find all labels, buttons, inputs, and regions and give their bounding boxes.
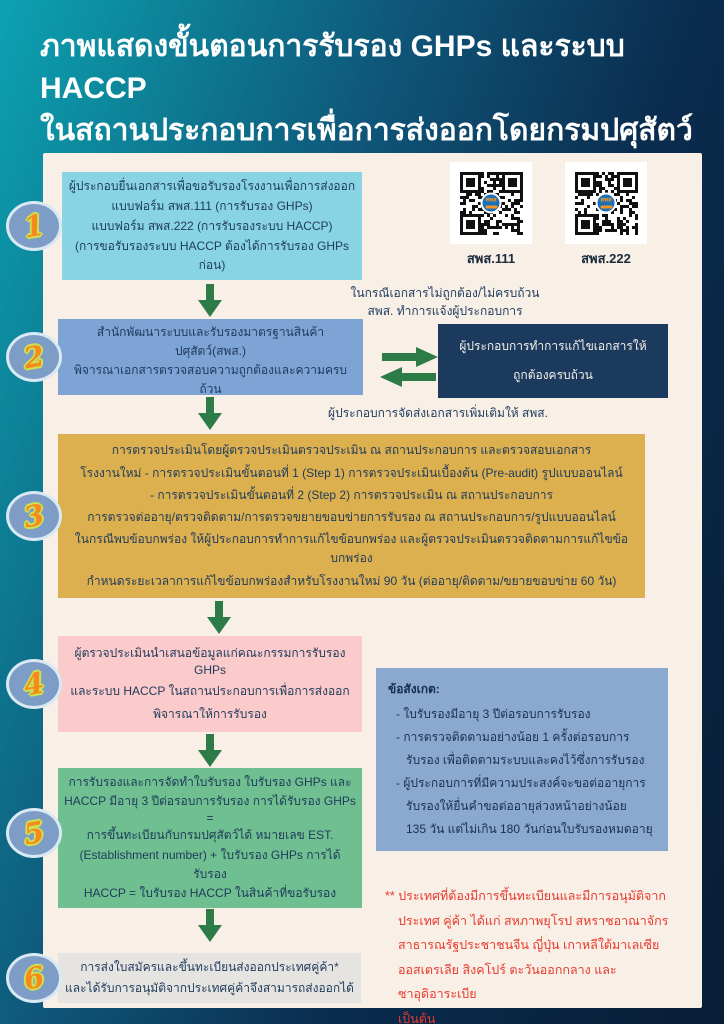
footnote-line: ประเทศ คู่ค้า ได้แก่ สหภาพยุโรป สหราชอาณาจักร <box>398 913 669 928</box>
step-badge-number: 1 <box>21 207 47 245</box>
step1-line: แบบฟอร์ม สพส.111 (การรับรอง GHPs) <box>111 199 313 213</box>
page-title-line1: ภาพแสดงขั้นตอนการรับรอง GHPs และระบบ HACCP <box>40 30 625 105</box>
step-badge-5 <box>6 808 62 858</box>
footnote-line: เป็นต้น <box>398 1011 436 1024</box>
step5-line: การขึ้นทะเบียนกับกรมปศุสัตว์ได้ หมายเลข EST. <box>86 827 334 842</box>
qr-logo-band <box>485 206 497 209</box>
page-title <box>40 26 700 152</box>
qr-code-222 <box>565 162 647 244</box>
step3-line: - การตรวจประเมินขั้นตอนที่ 2 (Step 2) การตรวจประเมิน ณ สถานประกอบการ <box>150 487 553 502</box>
step-badge-number: 6 <box>21 959 47 997</box>
step-badge-number: 2 <box>21 338 47 376</box>
step2-line: พิจารณาเอกสารตรวจสอบความถูกต้องและความครบถ้วน <box>73 363 348 396</box>
step5-line: การรับรองและการจัดทำใบรับรอง ใบรับรอง GHPs และ <box>68 774 352 789</box>
step2-box <box>58 319 363 395</box>
step2-line: สำนักพัฒนาระบบและรับรองมาตรฐานสินค้าปศุสัตว์(สพส.) <box>96 325 325 358</box>
step3-line: โรงงานใหม่ - การตรวจประเมินขั้นตอนที่ 1 (Step 1) การตรวจประเมินเบื้องต้น (Pre-audit) รูปแบบออนไลน์ <box>80 465 623 480</box>
footnote-line: ออสเตรเลีย สิงคโปร์ ตะวันออกกลาง และ ซาอุดิอาระเบีย <box>398 962 617 1001</box>
step6-line: และได้รับการอนุมัติจากประเทศคู่ค้าจึงสามารถส่งออกได้ <box>65 980 354 995</box>
step5-line: HACCP มีอายุ 3 ปีต่อรอบการรับรอง การได้รับรอง GHPs = <box>64 794 356 826</box>
step4-line: พิจารณาให้การรับรอง <box>153 706 267 721</box>
page-title-line2: ในสถานประกอบการเพื่อการส่งออกโดยกรมปศุสัตว์ <box>40 114 693 147</box>
step3-line: ในกรณีพบข้อบกพร่อง ให้ผู้ประกอบการทำการแก้ไขข้อบกพร่อง และผู้ตรวจประเมินตรวจติดตามการแก้ไขข้อบกพร่อง <box>74 532 629 566</box>
down-arrow-icon <box>196 284 224 317</box>
observation-line: รับรอง เพื่อติดตามระบบและคงไว้ซึ่งการรับรอง <box>406 753 645 767</box>
down-arrow-icon <box>205 601 233 634</box>
fix-documents-box <box>438 324 668 398</box>
footnote-line: ** ประเทศที่ต้องมีการขึ้นทะเบียนและมีการอนุมัติจาก <box>385 889 666 903</box>
step-badge-3 <box>6 491 62 541</box>
step-badge-number: 4 <box>21 665 47 703</box>
qr-logo-band <box>600 206 612 209</box>
step5-line: HACCP = ใบรับรอง HACCP ในสินค้าที่ขอรับรอง <box>83 886 337 901</box>
step3-line: การตรวจต่ออายุ/ตรวจติดตาม/การตรวจขยายขอบข่ายการรับรอง ณ สถานประกอบการ/รูปแบบออนไลน์ <box>87 510 616 525</box>
step4-box <box>58 636 362 732</box>
down-arrow-icon <box>196 734 224 767</box>
qr-logo-text: สพส <box>600 197 612 204</box>
step1-box <box>62 172 362 280</box>
step6-box <box>58 953 361 1003</box>
step3-line: การตรวจประเมินโดยผู้ตรวจประเมินตรวจประเมิน ณ สถานประกอบการ และตรวจสอบเอกสาร <box>111 443 592 458</box>
step1-line: แบบฟอร์ม สพส.222 (การรับรองระบบ HACCP) <box>91 219 333 233</box>
footnote-line: สาธารณรัฐประชาชนจีน ญี่ปุ่น เกาหลีใต้มาเลเซีย <box>398 938 660 952</box>
step-badge-number: 3 <box>21 497 47 535</box>
step-badge-number: 5 <box>21 814 47 852</box>
step3-box <box>58 434 645 598</box>
step4-line: และระบบ HACCP ในสถานประกอบการเพื่อการส่งออก <box>70 683 350 698</box>
additional-docs-note: ผู้ประกอบการจัดส่งเอกสารเพิ่มเติมให้ สพส. <box>328 406 548 420</box>
qr-block-222 <box>565 162 647 269</box>
step-badge-4 <box>6 659 62 709</box>
doc-incorrect-note-line: ในกรณีเอกสารไม่ถูกต้อง/ไม่ครบถ้วน <box>350 286 540 300</box>
step5-box <box>58 768 362 908</box>
qr-label-222: สพส.222 <box>581 251 631 266</box>
doc-incorrect-note <box>290 284 600 320</box>
trading-partner-footnote <box>385 884 690 1024</box>
down-arrow-icon <box>196 397 224 430</box>
doc-incorrect-note-line: สพส. ทำการแจ้งผู้ประกอบการ <box>367 304 523 318</box>
qr-code-111 <box>450 162 532 244</box>
step3-line: กำหนดระยะเวลาการแก้ไขข้อบกพร่องสำหรับโรงงานใหม่ 90 วัน (ต่ออายุ/ติดตาม/ขยายขอบข่าย 60 วัน) <box>86 573 617 588</box>
qr-logo-text: สพส <box>485 197 497 204</box>
qr-label-111: สพส.111 <box>466 251 516 266</box>
step-badge-6 <box>6 953 62 1003</box>
down-arrow-icon <box>196 909 224 942</box>
step-badge-2 <box>6 332 62 382</box>
step1-line: ผู้ประกอบยื่นเอกสารเพื่อขอรับรองโรงงานเพื่อการส่งออก <box>68 179 356 193</box>
qr-block-111 <box>450 162 532 269</box>
dld-logo-icon <box>481 193 502 214</box>
observation-box <box>376 668 668 851</box>
fix-documents-line: ถูกต้องครบถ้วน <box>513 367 593 382</box>
step5-line: (Establishment number) + ใบรับรอง GHPs การได้รับรอง <box>79 847 341 881</box>
step6-line: การส่งใบสมัครและขึ้นทะเบียนส่งออกประเทศคู่ค้า* <box>80 960 339 975</box>
observation-line: 135 วัน แต่ไม่เกิน 180 วันก่อนใบรับรองหมดอายุ <box>406 822 653 836</box>
observation-line: - ผู้ประกอบการที่มีความประสงค์จะขอต่ออายุการ <box>396 776 646 790</box>
step-badge-1 <box>6 201 62 251</box>
observation-title: ข้อสังเกต: <box>388 682 440 696</box>
fix-documents-line: ผู้ประกอบการทำการแก้ไขเอกสารให้ <box>459 339 647 354</box>
observation-line: - การตรวจติดตามอย่างน้อย 1 ครั้งต่อรอบการ <box>396 730 630 744</box>
observation-line: - ใบรับรองมีอายุ 3 ปีต่อรอบการรับรอง <box>396 707 591 721</box>
exchange-arrows-icon <box>380 345 438 387</box>
step1-line: (การขอรับรองระบบ HACCP ต้องได้การรับรอง GHPs ก่อน) <box>74 239 350 272</box>
observation-line: รับรองให้ยื่นคำขอต่ออายุล่วงหน้าอย่างน้อย <box>406 799 627 813</box>
dld-logo-icon <box>596 193 617 214</box>
step4-line: ผู้ตรวจประเมินนำเสนอข้อมูลแก่คณะกรรมการรับรอง GHPs <box>74 646 346 678</box>
